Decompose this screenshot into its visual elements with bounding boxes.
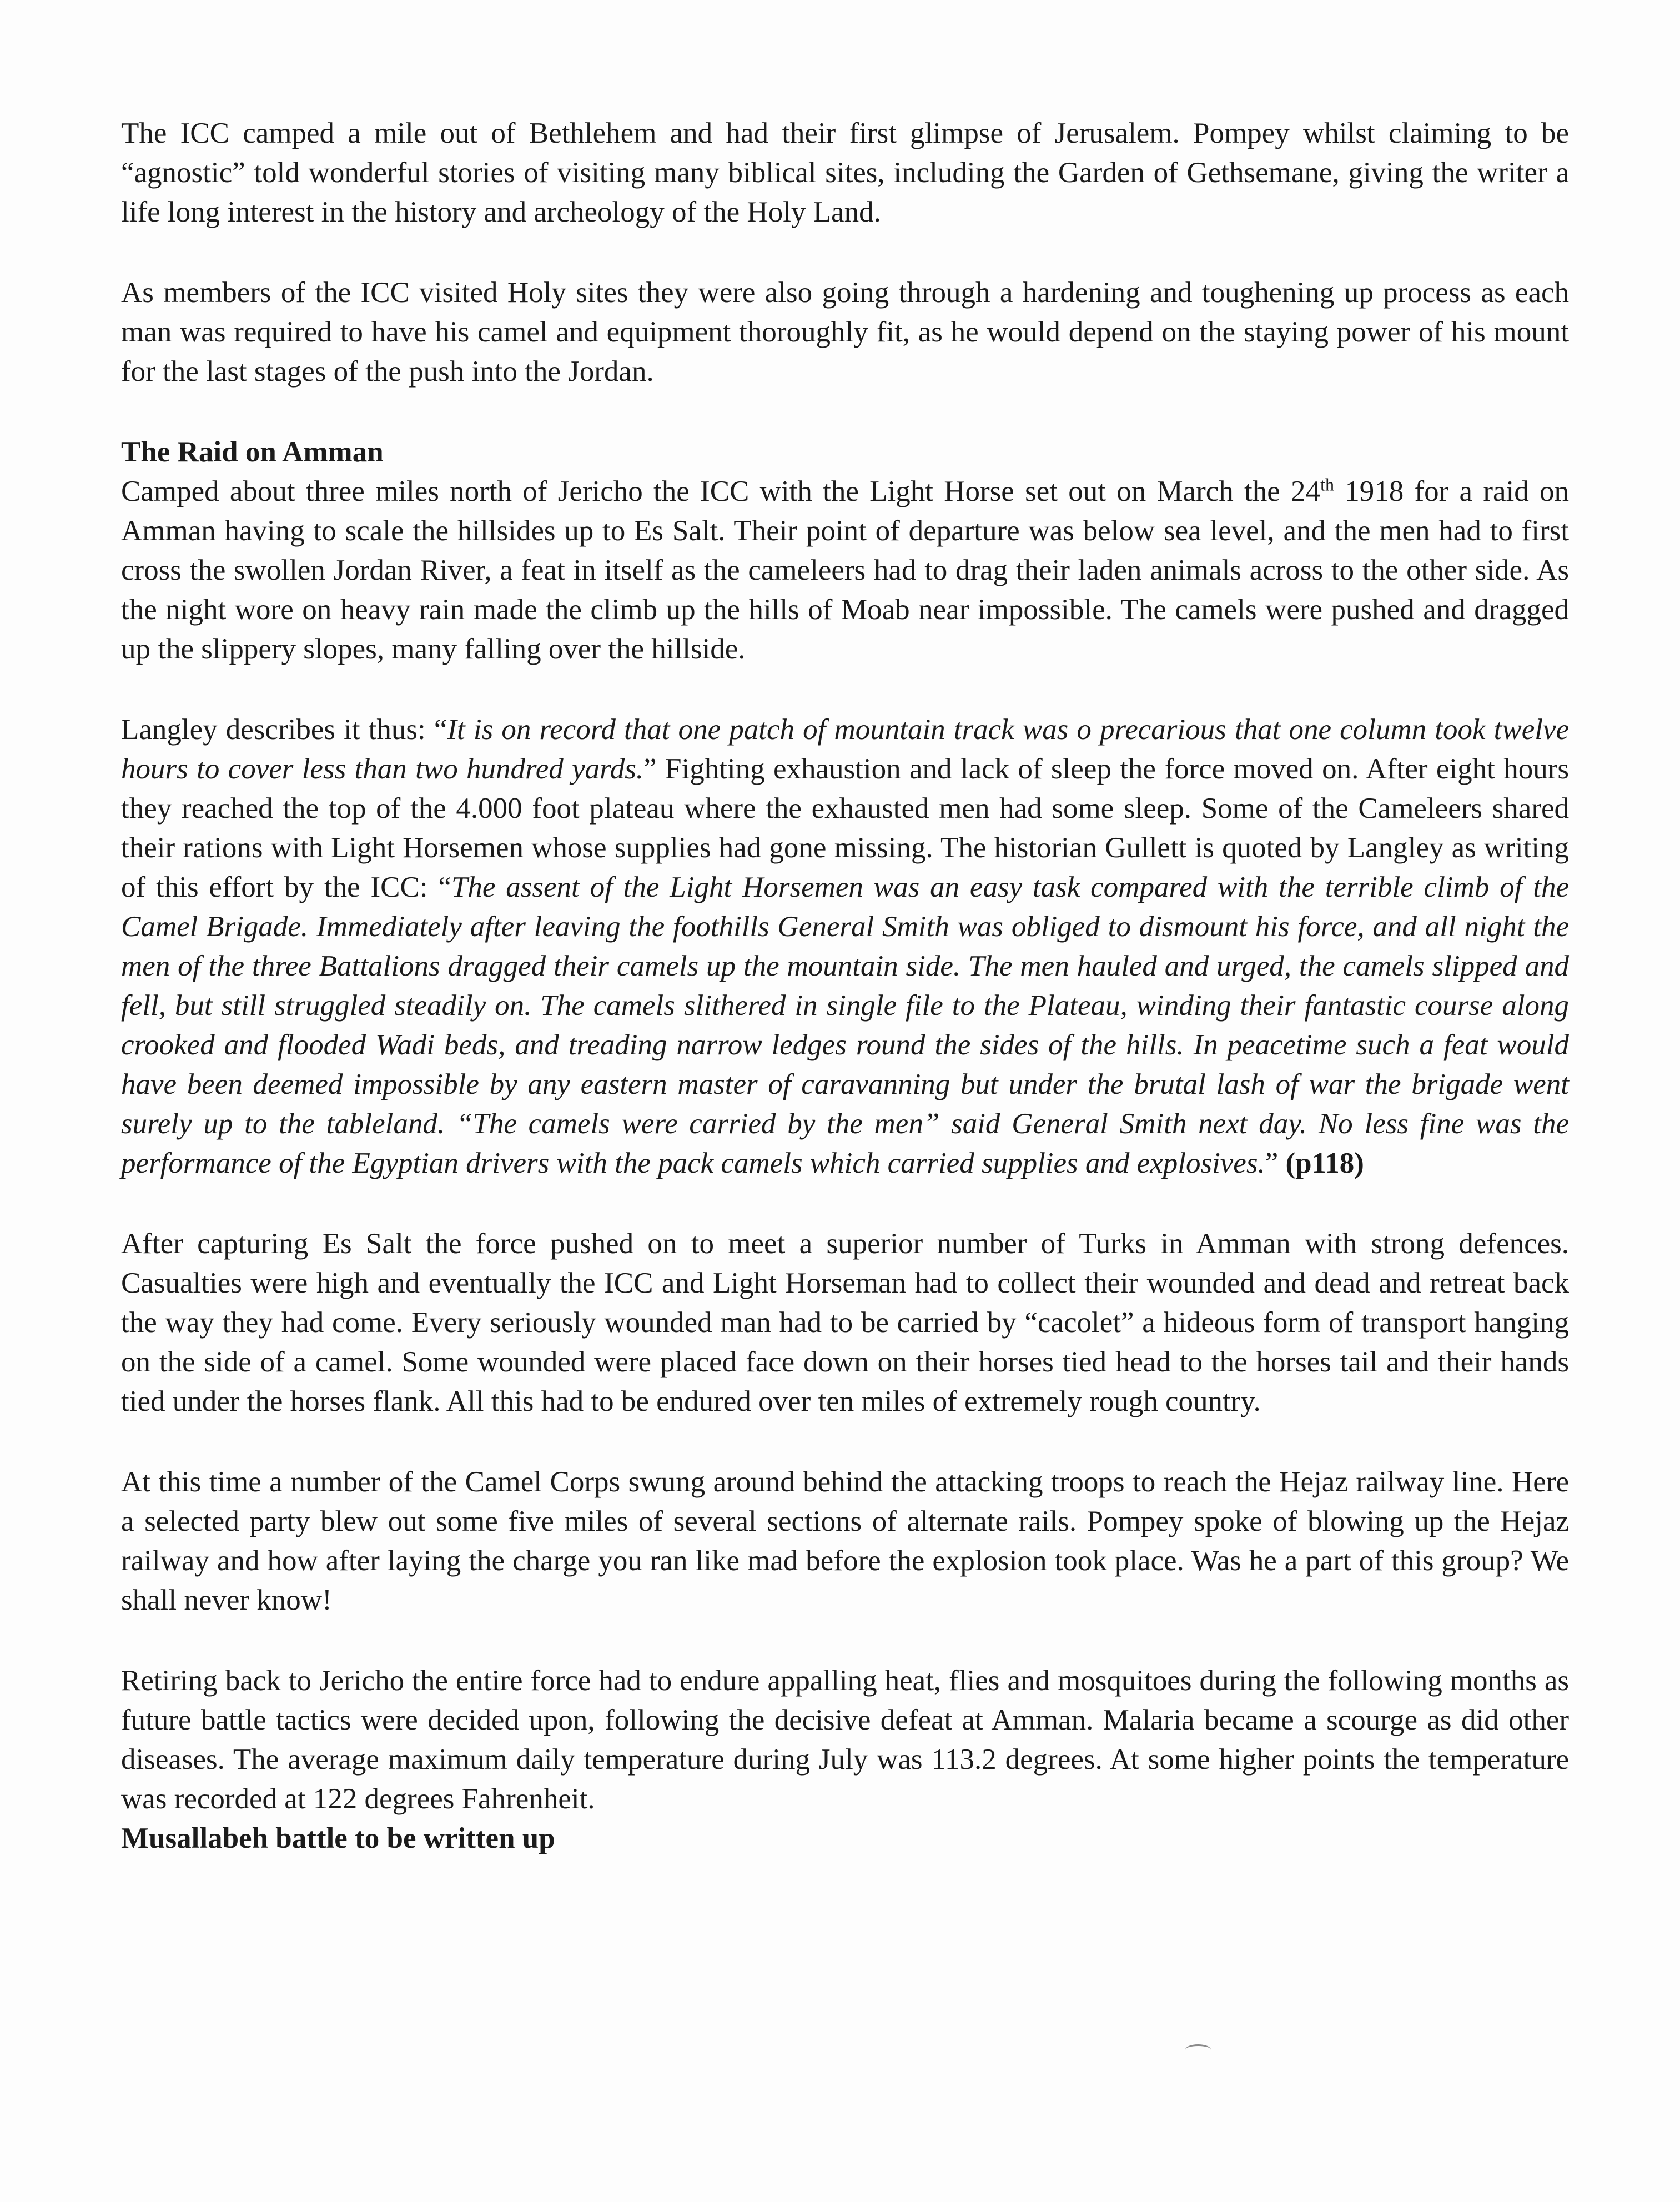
paragraph-holy-sites (121, 273, 1569, 391)
paragraph-bethlehem (121, 114, 1569, 232)
scan-mark (1185, 2044, 1211, 2055)
final-note: Musallabeh battle to be written up (121, 1822, 555, 1854)
paragraph-hejaz-railway (121, 1462, 1569, 1620)
langley-quote: It is on record that one patch of mountain track was o precarious that one column took twelve hours to cover less than two hundred yards. (121, 713, 1569, 785)
paragraph-es-salt-text: After capturing Es Salt the force pushed on to meet a superior number of Turks in Amman with strong defences. Casualties were high and eventually the ICC and Light Horseman had to collect their wounded and dead and retreat back the way they had come. Every seriously wounded man had to be carried by “cacolet” a hideous form of transport hanging on the side of a camel. Some wounded were placed face down on their horses tied head to the horses tail and their hands tied under the horses flank. All this had to be endured over ten miles of extremely rough country. (121, 1228, 1569, 1417)
section-heading: The Raid on Amman (121, 436, 384, 468)
quote-close: ” (1265, 1147, 1286, 1179)
section-raid-on-amman (121, 433, 1569, 669)
langley-intro: Langley describes it thus: “ (121, 713, 447, 746)
paragraph-bethlehem-text: The ICC camped a mile out of Bethlehem and had their first glimpse of Jerusalem. Pompey whilst claiming to be “agnostic” told wonderful stories of visiting many biblical sites, including the Garden of Gethsemane, giving the writer a life long interest in the history and archeology of the Holy Land. (121, 117, 1569, 228)
langley-middle-text: ” Fighting exhaustion and lack of sleep the force moved on. After eight hours they reached the top of the 4.000 foot plateau where the exhausted men had some sleep. Some of the Cameleers shared their rations with Light Horsemen whose supplies had gone missing. The historian Gullett is quoted by Langley as writing of this effort by the ICC: “ (121, 753, 1570, 903)
paragraph-jericho (121, 1661, 1569, 1858)
paragraph-holy-sites-text: As members of the ICC visited Holy sites they were also going through a hardening and toughening up process as each man was required to have his camel and equipment thoroughly fit, as he would depend on the staying power of his mount for the last stages of the push into the Jordan. (121, 276, 1569, 388)
document-body (121, 114, 1569, 1899)
paragraph-langley (121, 710, 1569, 1183)
paragraph-raid-text-end: 1918 for a raid on Amman having to scale the hillsides up to Es Salt. Their point of departure was below sea level, and the men had to first cross the swollen Jordan River, a feat in itself as the cameleers had to drag their laden animals across to the other side. As the night wore on heavy rain made the climb up the hills of Moab near impossible. The camels were pushed and dragged up the slippery slopes, many falling over the hillside. (121, 475, 1569, 665)
page-citation: (p118) (1285, 1147, 1364, 1179)
paragraph-raid-text-start: Camped about three miles north of Jericho the ICC with the Light Horse set out on March the 24 (121, 475, 1321, 507)
paragraph-es-salt (121, 1224, 1569, 1421)
ordinal-suffix: th (1320, 474, 1334, 495)
gullett-quote: The assent of the Light Horsemen was an easy task compared with the terrible climb of the Camel Brigade. Immediately after leaving the foothills General Smith was obliged to dismount his force, and all night the men of the three Battalions dragged their camels up the mountain side. The men hauled and urged, the camels slipped and fell, but still struggled steadily on. The camels slithered in single file to the Plateau, winding their fantastic course along crooked and flooded Wadi beds, and treading narrow ledges round the sides of the hills. In peacetime such a feat would have been deemed impossible by any eastern master of caravanning but under the brutal lash of war the brigade went surely up to the tableland. “The camels were carried by the men” said General Smith next day. No less fine was the performance of the Egyptian drivers with the pack camels which carried supplies and explosives. (121, 871, 1569, 1179)
paragraph-hejaz-railway-text: At this time a number of the Camel Corps swung around behind the attacking troops to reach the Hejaz railway line. Here a selected party blew out some five miles of several sections of alternate rails. Pompey spoke of blowing up the Hejaz railway and how after laying the charge you ran like mad before the explosion took place. Was he a part of this group? We shall never know! (121, 1466, 1569, 1616)
paragraph-jericho-text: Retiring back to Jericho the entire force had to endure appalling heat, flies and mosquitoes during the following months as future battle tactics were decided upon, following the decisive defeat at Amman. Malaria became a scourge as did other diseases. The average maximum daily temperature during July was 113.2 degrees. At some higher points the temperature was recorded at 122 degrees Fahrenheit. (121, 1665, 1569, 1815)
